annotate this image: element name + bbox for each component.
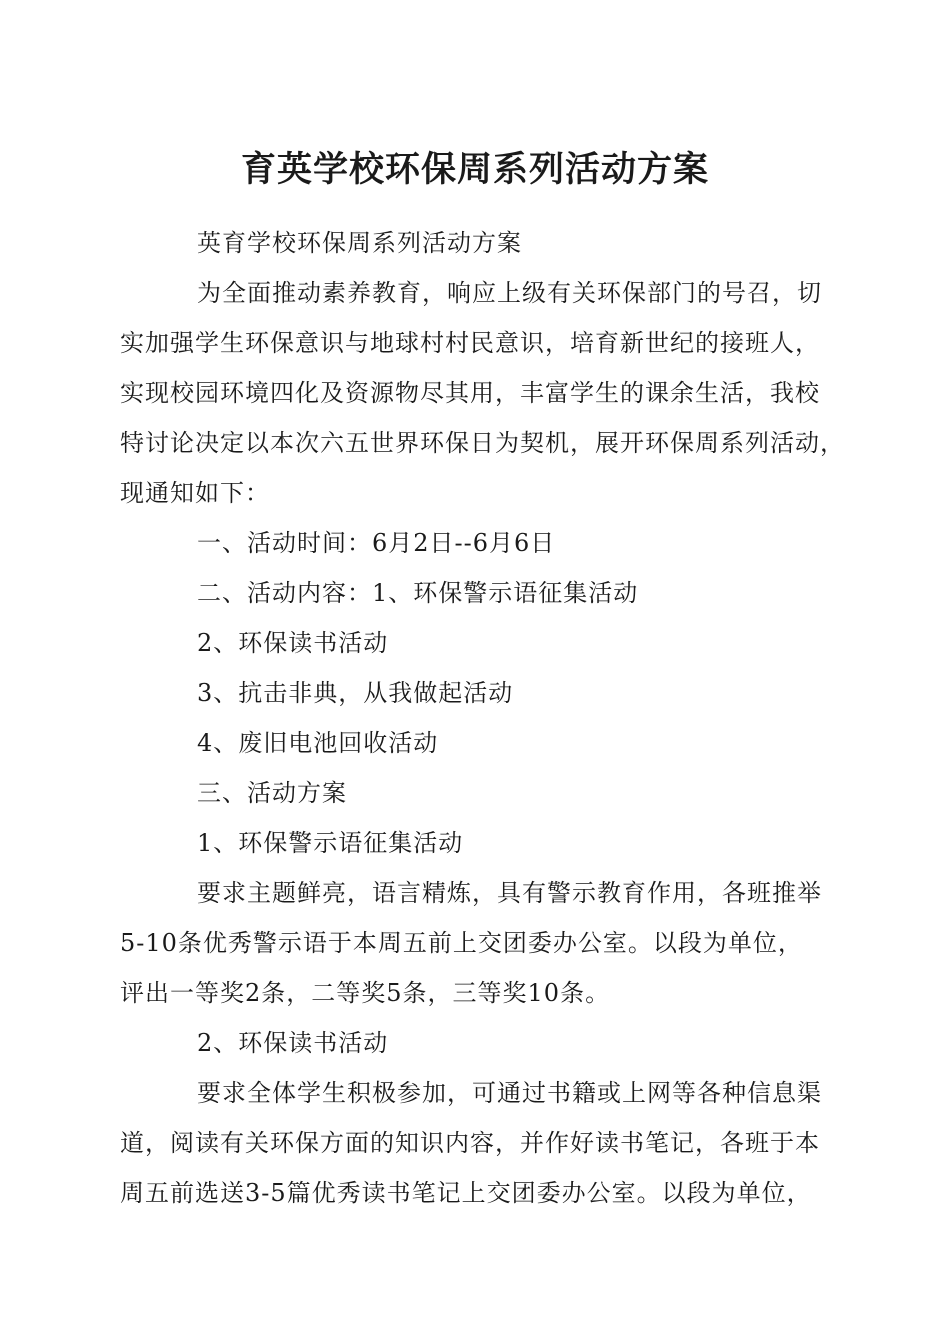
document-title: 育英学校环保周系列活动方案 [240,150,709,190]
paragraph-line: 评出一等奖2条，二等奖5条，三等奖10条。 [120,979,611,1007]
paragraph-line: 实加强学生环保意识与地球村村民意识，培育新世纪的接班人， [120,329,820,357]
paragraph-line: 三、活动方案 [197,779,347,807]
paragraph-line: 现通知如下： [120,479,270,507]
paragraph-line: 1、环保警示语征集活动 [197,829,464,857]
paragraph-line: 二、活动内容：1、环保警示语征集活动 [197,579,639,607]
paragraph-line: 一、活动时间：6月2日--6月6日 [197,529,556,557]
paragraph-line: 要求全体学生积极参加，可通过书籍或上网等各种信息渠 [197,1079,822,1107]
paragraph-line: 4、废旧电池回收活动 [197,729,439,757]
paragraph-line: 3、抗击非典，从我做起活动 [197,679,514,707]
document-body [120,218,845,1218]
paragraph-line: 道，阅读有关环保方面的知识内容，并作好读书笔记，各班于本 [120,1129,820,1157]
paragraph-line: 5-10条优秀警示语于本周五前上交团委办公室。以段为单位， [120,929,803,957]
paragraph-line: 周五前选送3-5篇优秀读书笔记上交团委办公室。以段为单位， [120,1179,812,1207]
paragraph-line: 实现校园环境四化及资源物尽其用，丰富学生的课余生活，我校 [120,379,820,407]
paragraph-line: 英育学校环保周系列活动方案 [197,229,522,257]
paragraph-line: 特讨论决定以本次六五世界环保日为契机，展开环保周系列活动， [120,429,845,457]
paragraph-line: 要求主题鲜亮，语言精炼，具有警示教育作用，各班推举 [197,879,822,907]
paragraph-line: 2、环保读书活动 [197,1029,389,1057]
paragraph-line: 2、环保读书活动 [197,629,389,657]
paragraph-line: 为全面推动素养教育，响应上级有关环保部门的号召，切 [197,279,822,307]
